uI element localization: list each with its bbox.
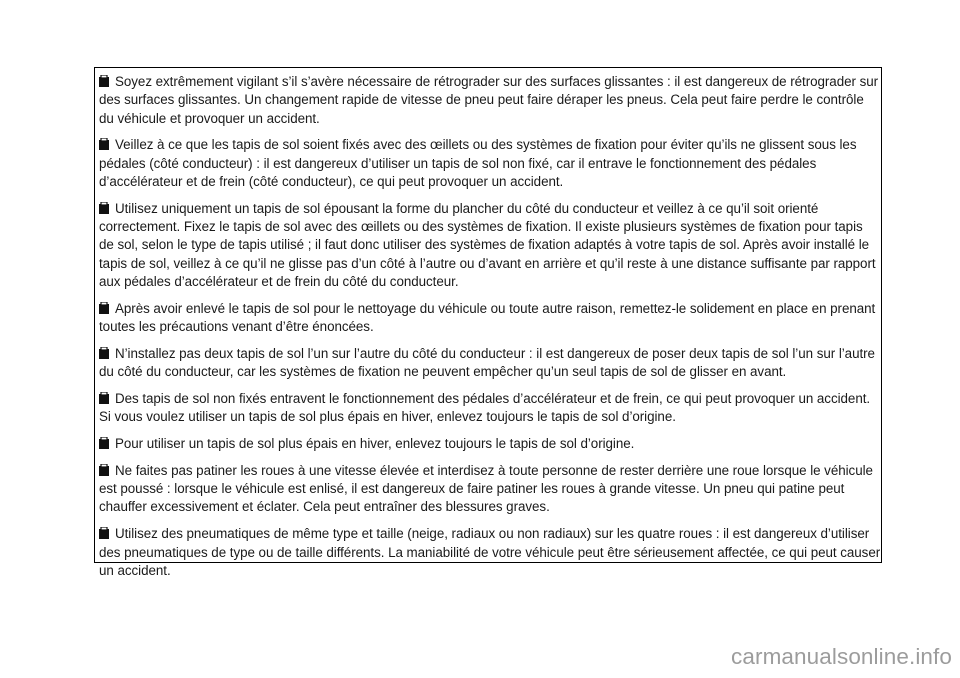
warning-paragraph bbox=[99, 525, 881, 580]
warning-paragraph bbox=[99, 300, 881, 337]
warning-text: Soyez extrêmement vigilant s’il s’avère nécessaire de rétrograder sur des surfaces glissantes : il est dangereux de rétrograder sur des surfaces glissantes. Un changement rapide de vitesse de pneu peut faire déraper les pneus. Cela peut faire perdre le contrôle du véhicule et provoquer un accident. bbox=[99, 74, 879, 126]
warning-text: Ne faites pas patiner les roues à une vitesse élevée et interdisez à toute personne de rester derrière une roue lorsque le véhicule est poussé : lorsque le véhicule est enlisé, il est dangereux de faire patiner les roues à grande vitesse. Un pneu qui patine peut chauffer excessivement et éclater. Cela peut entraîner des blessures graves. bbox=[99, 462, 873, 515]
warning-text: Après avoir enlevé le tapis de sol pour le nettoyage du véhicule ou toute autre raison, remettez-le solidement en place en prenant toutes les précautions venant d’être énoncées. bbox=[99, 300, 876, 335]
warning-paragraph bbox=[99, 73, 881, 128]
warning-text: Des tapis de sol non fixés entravent le fonctionnement des pédales d’accélérateur et de frein, ce qui peut provoquer un accident. Si vous voulez utiliser un tapis de sol plus épais en hiver, enlevez toujours le tapis de sol d’origine. bbox=[99, 390, 871, 425]
warning-text: Utilisez uniquement un tapis de sol épousant la forme du plancher du côté du conducteur et veillez à ce qu’il soit orienté correctement. Fixez le tapis de sol avec des œillets ou des systèmes de fixation. Il existe plusieurs systèmes de fixation pour tapis de sol, selon le type de tapis utilisé ; il faut donc utiliser des systèmes de fixation adaptés à votre tapis de sol. Après avoir installé le tapis de sol, veillez à ce qu’il ne glisse pas d’un côté à l’autre ou d’avant en arrière et qu’il reste à une distance suffisante par rapport aux pédales d’accélérateur et de frein du côté du conducteur. bbox=[99, 200, 876, 289]
warning-paragraph bbox=[99, 345, 881, 382]
warning-paragraph bbox=[99, 136, 881, 191]
warning-icon bbox=[99, 392, 110, 404]
warning-text: Pour utiliser un tapis de sol plus épais en hiver, enlevez toujours le tapis de sol d’origine. bbox=[115, 436, 635, 452]
warning-paragraph bbox=[99, 200, 881, 291]
warning-icon bbox=[99, 347, 110, 359]
warning-box bbox=[94, 67, 882, 578]
warning-icon bbox=[99, 75, 110, 87]
warning-text: N’installez pas deux tapis de sol l’un sur l’autre du côté du conducteur : il est dangereux de poser deux tapis de sol l’un sur l’autre du côté du conducteur, car les systèmes de fixation ne peuvent empêcher qu’un seul tapis de sol de glisser en avant. bbox=[99, 345, 875, 380]
warning-paragraph bbox=[99, 390, 881, 427]
warning-icon bbox=[99, 527, 110, 539]
warning-paragraph bbox=[99, 462, 881, 517]
warning-text: Utilisez des pneumatiques de même type et taille (neige, radiaux ou non radiaux) sur les quatre roues : il est dangereux d’utiliser des pneumatiques de type ou de taille différents. La maniabilité de votre véhicule peut être sérieusement affectée, ce qui peut causer un accident. bbox=[99, 526, 881, 578]
warning-icon bbox=[99, 437, 110, 449]
warning-paragraph bbox=[99, 435, 881, 453]
watermark: carmanualsonline.info bbox=[731, 644, 952, 669]
warning-icon bbox=[99, 202, 110, 214]
warning-icon bbox=[99, 464, 110, 476]
warning-icon bbox=[99, 302, 110, 314]
warning-icon bbox=[99, 138, 110, 150]
warning-text: Veillez à ce que les tapis de sol soient fixés avec des œillets ou des systèmes de fixation pour éviter qu’ils ne glissent sous les pédales (côté conducteur) : il est dangereux d’utiliser un tapis de sol non fixé, car il entrave le fonctionnement des pédales d’accélérateur et de frein (côté conducteur), ce qui peut provoquer un accident. bbox=[99, 137, 857, 189]
